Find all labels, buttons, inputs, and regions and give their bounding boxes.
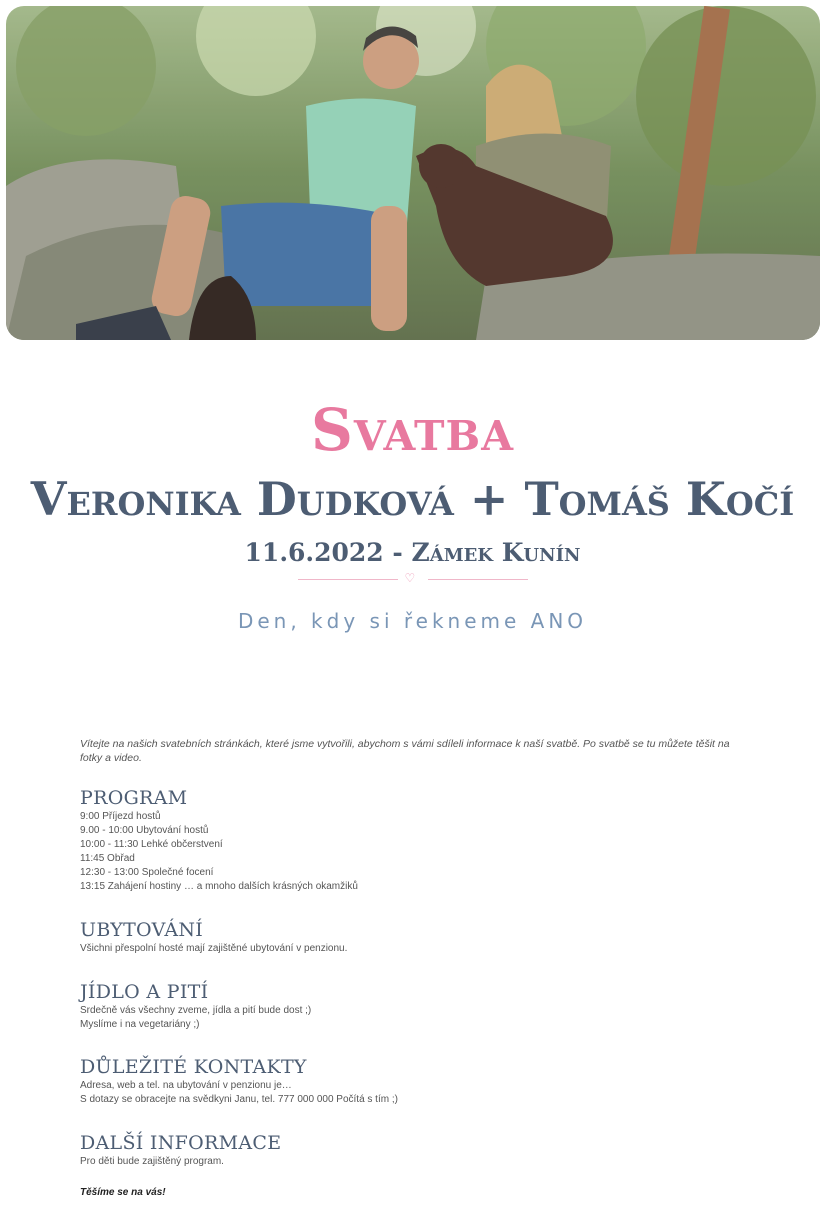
program-item: 10:00 - 11:30 Lehké občerstvení — [80, 839, 223, 850]
jidlo-text: Srdečně vás všechny zveme, jídla a pití bude dost ;) — [80, 1005, 312, 1016]
section-title-dalsi: DALŠÍ INFORMACE — [80, 1132, 282, 1154]
program-item: 9.00 - 10:00 Ubytování hostů — [80, 825, 209, 836]
jidlo-text: Myslíme i na vegetariány ;) — [80, 1019, 200, 1030]
date-place: 11.6.2022 - Zámek Kunín — [244, 538, 581, 567]
program-item: 9:00 Příjezd hostů — [80, 811, 161, 822]
program-item: 12:30 - 13:00 Společné focení — [80, 867, 214, 878]
program-item: 11:45 Obřad — [80, 853, 135, 864]
section-title-program: PROGRAM — [80, 787, 188, 809]
program-item: 13:15 Zahájení hostiny … a mnoho dalších krásných okamžiků — [80, 881, 358, 892]
title-block — [0, 395, 825, 633]
closing-text: Těšíme se na vás! — [80, 1187, 166, 1198]
couple-with-dogs-photo — [6, 6, 820, 340]
section-jidlo — [80, 980, 750, 1032]
section-title-jidlo: JÍDLO A PITÍ — [80, 981, 209, 1003]
content — [80, 737, 750, 1198]
intro-text: Vítejte na našich svatebních stránkách, které jsme vytvořili, abychom s vámi sdíleli informace k naší svatbě. Po svatbě se tu můžete těšit na fotky a video. — [80, 738, 730, 764]
section-program — [80, 786, 750, 894]
section-title-kontakty: DŮLEŽITÉ KONTAKTY — [80, 1056, 307, 1078]
kontakty-text: S dotazy se obracejte na svědkyni Janu, tel. 777 000 000 Počítá s tím ;) — [80, 1094, 398, 1105]
ubytovani-text: Všichni přespolní hosté mají zajištěné ubytování v penzionu. — [80, 943, 348, 954]
heart-icon: ♡ — [404, 571, 416, 585]
closing-line — [80, 1187, 750, 1198]
couple-names: Veronika Dudková + Tomáš Kočí — [30, 472, 795, 526]
section-kontakty — [80, 1055, 750, 1107]
tagline: Den, kdy si řekneme ANO — [237, 609, 588, 633]
section-ubytovani — [80, 918, 750, 956]
divider-line-left — [298, 579, 398, 580]
divider-line-right — [428, 579, 528, 580]
dalsi-text: Pro děti bude zajištěný program. — [80, 1156, 224, 1167]
heart-divider — [298, 573, 528, 587]
page-title: Svatba — [310, 396, 515, 464]
section-dalsi — [80, 1131, 750, 1169]
kontakty-text: Adresa, web a tel. na ubytování v penzionu je… — [80, 1080, 292, 1091]
hero-photo — [6, 6, 820, 340]
section-title-ubytovani: UBYTOVÁNÍ — [80, 919, 204, 941]
